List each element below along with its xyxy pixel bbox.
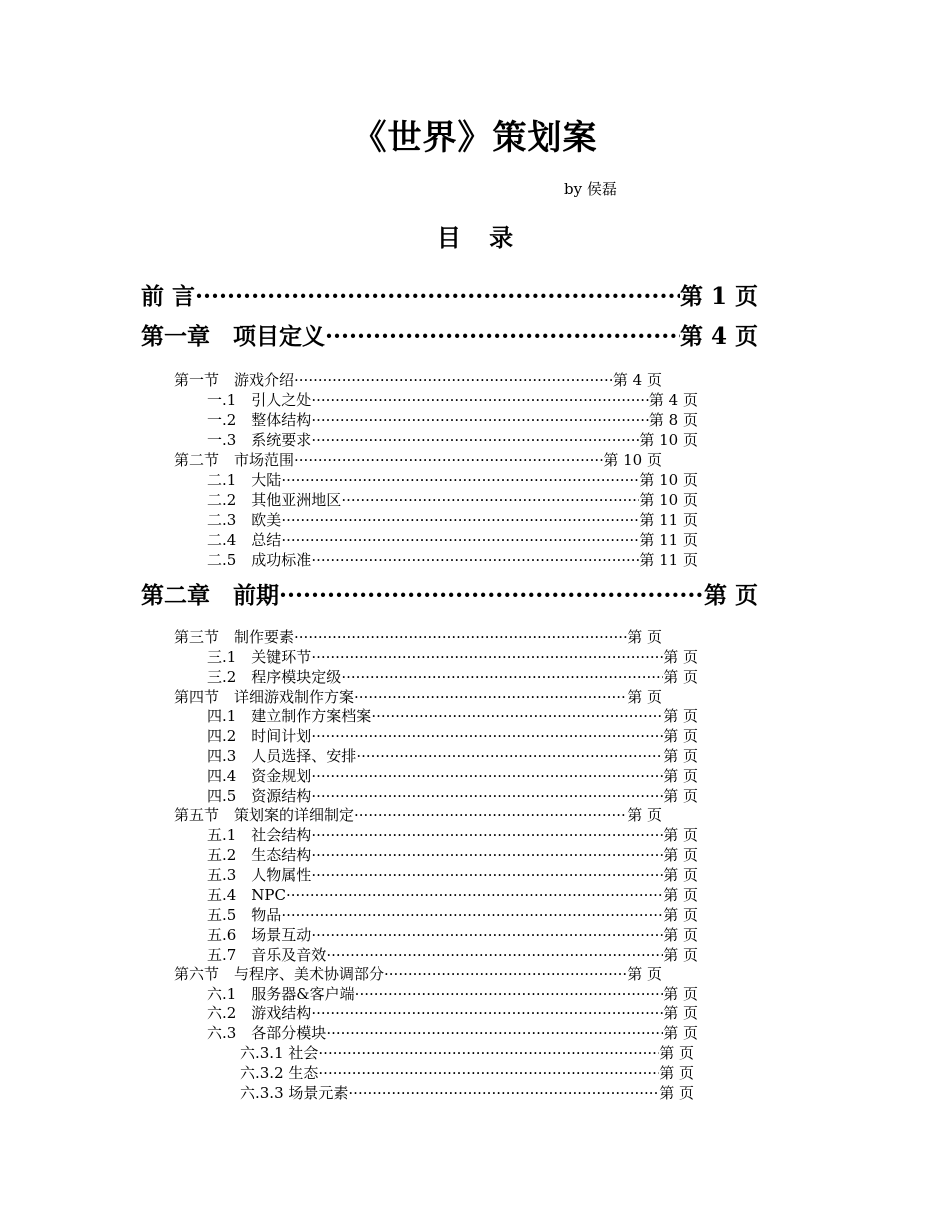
toc-entry-page: 第 10 页 (639, 471, 698, 489)
toc-entry-label: 一.2 整体结构 (207, 411, 312, 429)
toc-entry[interactable] (240, 1083, 694, 1103)
toc-entry-label: 第二章 前期 (141, 582, 279, 609)
toc-entry[interactable] (207, 706, 698, 726)
toc-entry-label: 四.2 时间计划 (207, 727, 312, 745)
toc-entry[interactable] (174, 450, 662, 470)
toc-dot-leader (311, 647, 663, 667)
toc-dot-leader (355, 984, 664, 1004)
toc-dot-leader (311, 825, 663, 845)
toc-entry-page: 第 8 页 (648, 411, 698, 429)
toc-entry-page: 第 页 (663, 926, 698, 944)
toc-entry-page: 第 页 (627, 806, 662, 824)
toc-dot-leader (311, 726, 663, 746)
toc-dot-leader (311, 1003, 663, 1023)
toc-entry[interactable] (174, 687, 662, 707)
toc-entry[interactable] (207, 865, 698, 885)
toc-entry-page: 第 页 (663, 866, 698, 884)
toc-entry-label: 第五节 策划案的详细制定 (174, 806, 355, 824)
toc-dot-leader (326, 945, 663, 965)
toc-entry-label: 四.3 人员选择、安排 (207, 747, 357, 765)
toc-entry[interactable] (207, 647, 698, 667)
toc-dot-leader (311, 845, 663, 865)
toc-entry[interactable] (207, 550, 698, 570)
toc-entry[interactable] (207, 766, 698, 786)
toc-dot-leader (294, 370, 613, 390)
toc-entry-label: 五.2 生态结构 (207, 846, 312, 864)
toc-entry[interactable] (207, 984, 698, 1004)
toc-entry-label: 二.5 成功标准 (207, 551, 312, 569)
toc-dot-leader (326, 1023, 663, 1043)
toc-entry[interactable] (207, 726, 698, 746)
toc-entry-label: 第二节 市场范围 (174, 451, 295, 469)
toc-entry-page: 第 页 (663, 946, 698, 964)
toc-entry-label: 五.6 场景互动 (207, 926, 312, 944)
author-byline: by 侯磊 (564, 180, 617, 198)
toc-entry-label: 第三节 制作要素 (174, 628, 295, 646)
toc-entry[interactable] (207, 667, 698, 687)
toc-entry[interactable] (174, 370, 662, 390)
toc-dot-leader (384, 964, 627, 984)
toc-entry-label: 三.2 程序模块定级 (207, 668, 342, 686)
toc-entry-page: 第 页 (663, 747, 698, 765)
toc-dot-leader (311, 925, 663, 945)
toc-dot-leader (311, 390, 649, 410)
toc-entry-page: 第 4 页 (612, 371, 662, 389)
toc-entry-label: 二.4 总结 (207, 531, 282, 549)
toc-entry[interactable] (207, 390, 698, 410)
toc-entry[interactable] (207, 746, 698, 766)
toc-dot-leader (325, 321, 680, 353)
toc-entry-page: 第 页 (627, 965, 662, 983)
toc-entry-label: 六.3.2 生态 (240, 1064, 319, 1082)
toc-entry-label: 六.3 各部分模块 (207, 1024, 327, 1042)
toc-entry[interactable] (174, 805, 662, 825)
toc-entry-page: 第 4 页 (648, 391, 698, 409)
toc-dot-leader (318, 1063, 659, 1083)
toc-dot-leader (281, 470, 639, 490)
toc-entry[interactable] (207, 925, 698, 945)
toc-entry[interactable] (207, 905, 698, 925)
toc-heading: 目 录 (436, 223, 524, 252)
toc-entry-label: 一.3 系统要求 (207, 431, 312, 449)
toc-entry-page: 第 1 页 (679, 283, 758, 310)
toc-entry-page: 第 页 (627, 688, 662, 706)
toc-entry[interactable] (174, 627, 662, 647)
toc-entry-label: 五.3 人物属性 (207, 866, 312, 884)
toc-dot-leader (371, 706, 663, 726)
toc-dot-leader (281, 530, 639, 550)
toc-entry-label: 五.5 物品 (207, 906, 282, 924)
toc-entry[interactable] (207, 490, 698, 510)
toc-entry-page: 第 页 (663, 668, 698, 686)
toc-entry-page: 第 页 (663, 1004, 698, 1022)
toc-dot-leader (311, 865, 663, 885)
toc-entry-page: 第 页 (663, 886, 698, 904)
toc-entry-page: 第 页 (663, 648, 698, 666)
toc-dot-leader (195, 281, 680, 313)
toc-entry-label: 第六节 与程序、美术协调部分 (174, 965, 385, 983)
toc-dot-leader (281, 510, 639, 530)
toc-entry-page: 第 页 (659, 1084, 694, 1102)
toc-entry-label: 第一章 项目定义 (141, 323, 325, 350)
toc-dot-leader (311, 410, 649, 430)
toc-entry-label: 五.1 社会结构 (207, 826, 312, 844)
document-title: 《世界》策划案 (352, 118, 598, 158)
toc-entry-label: 二.1 大陆 (207, 471, 282, 489)
toc-entry[interactable] (240, 1043, 694, 1063)
toc-entry-label: 二.3 欧美 (207, 511, 282, 529)
toc-dot-leader (348, 1083, 659, 1103)
toc-dot-leader (281, 905, 663, 925)
toc-entry-page: 第 11 页 (639, 531, 698, 549)
toc-entry-label: 四.5 资源结构 (207, 787, 312, 805)
toc-entry-page: 第 页 (663, 906, 698, 924)
toc-entry-page: 第 10 页 (639, 431, 698, 449)
toc-entry[interactable] (207, 1003, 698, 1023)
toc-entry-page: 第 页 (663, 985, 698, 1003)
toc-entry[interactable] (141, 580, 758, 612)
toc-entry-page: 第 页 (703, 582, 758, 609)
toc-entry[interactable] (207, 530, 698, 550)
toc-entry-page: 第 10 页 (639, 491, 698, 509)
toc-dot-leader (311, 786, 663, 806)
toc-entry-page: 第 11 页 (639, 551, 698, 569)
toc-entry-page: 第 页 (663, 727, 698, 745)
toc-entry[interactable] (141, 321, 758, 353)
toc-entry-label: 六.1 服务器&客户端 (207, 985, 355, 1003)
toc-dot-leader (356, 746, 663, 766)
toc-entry[interactable] (207, 470, 698, 490)
toc-entry-label: 四.1 建立制作方案档案 (207, 707, 372, 725)
toc-entry-label: 六.3.3 场景元素 (240, 1084, 349, 1102)
toc-entry-page: 第 页 (663, 767, 698, 785)
toc-entry-label: 六.3.1 社会 (240, 1044, 319, 1062)
toc-entry[interactable] (207, 410, 698, 430)
toc-dot-leader (311, 766, 663, 786)
toc-entry-label: 三.1 关键环节 (207, 648, 312, 666)
toc-dot-leader (354, 805, 627, 825)
toc-dot-leader (354, 687, 627, 707)
toc-entry-page: 第 页 (659, 1064, 694, 1082)
toc-dot-leader (294, 450, 603, 470)
toc-entry[interactable] (207, 885, 698, 905)
toc-entry-page: 第 4 页 (679, 323, 758, 350)
toc-entry-label: 前 言 (141, 283, 196, 310)
toc-entry[interactable] (207, 945, 698, 965)
toc-entry-label: 四.4 资金规划 (207, 767, 312, 785)
toc-dot-leader (279, 580, 704, 612)
toc-entry-page: 第 页 (663, 707, 698, 725)
toc-entry-label: 六.2 游戏结构 (207, 1004, 312, 1022)
toc-entry-page: 第 页 (663, 787, 698, 805)
toc-entry-page: 第 10 页 (603, 451, 662, 469)
toc-entry-page: 第 页 (627, 628, 662, 646)
toc-entry[interactable] (207, 845, 698, 865)
toc-entry[interactable] (207, 1023, 698, 1043)
toc-entry-page: 第 页 (659, 1044, 694, 1062)
toc-entry-label: 第四节 详细游戏制作方案 (174, 688, 355, 706)
toc-entry[interactable] (207, 510, 698, 530)
toc-entry[interactable] (240, 1063, 694, 1083)
toc-dot-leader (341, 490, 639, 510)
toc-dot-leader (311, 430, 639, 450)
toc-entry-page: 第 页 (663, 846, 698, 864)
toc-entry[interactable] (207, 430, 698, 450)
toc-entry-label: 第一节 游戏介绍 (174, 371, 295, 389)
toc-entry[interactable] (141, 281, 758, 313)
toc-dot-leader (318, 1043, 659, 1063)
toc-entry-label: 五.4 NPC (207, 886, 287, 904)
toc-entry[interactable] (207, 786, 698, 806)
toc-dot-leader (341, 667, 663, 687)
toc-entry-page: 第 页 (663, 1024, 698, 1042)
toc-dot-leader (294, 627, 627, 647)
toc-entry-label: 五.7 音乐及音效 (207, 946, 327, 964)
toc-entry[interactable] (174, 964, 662, 984)
toc-entry-label: 一.1 引人之处 (207, 391, 312, 409)
toc-entry-page: 第 11 页 (639, 511, 698, 529)
toc-entry-label: 二.2 其他亚洲地区 (207, 491, 342, 509)
toc-entry-page: 第 页 (663, 826, 698, 844)
toc-dot-leader (286, 885, 663, 905)
toc-dot-leader (311, 550, 639, 570)
toc-entry[interactable] (207, 825, 698, 845)
